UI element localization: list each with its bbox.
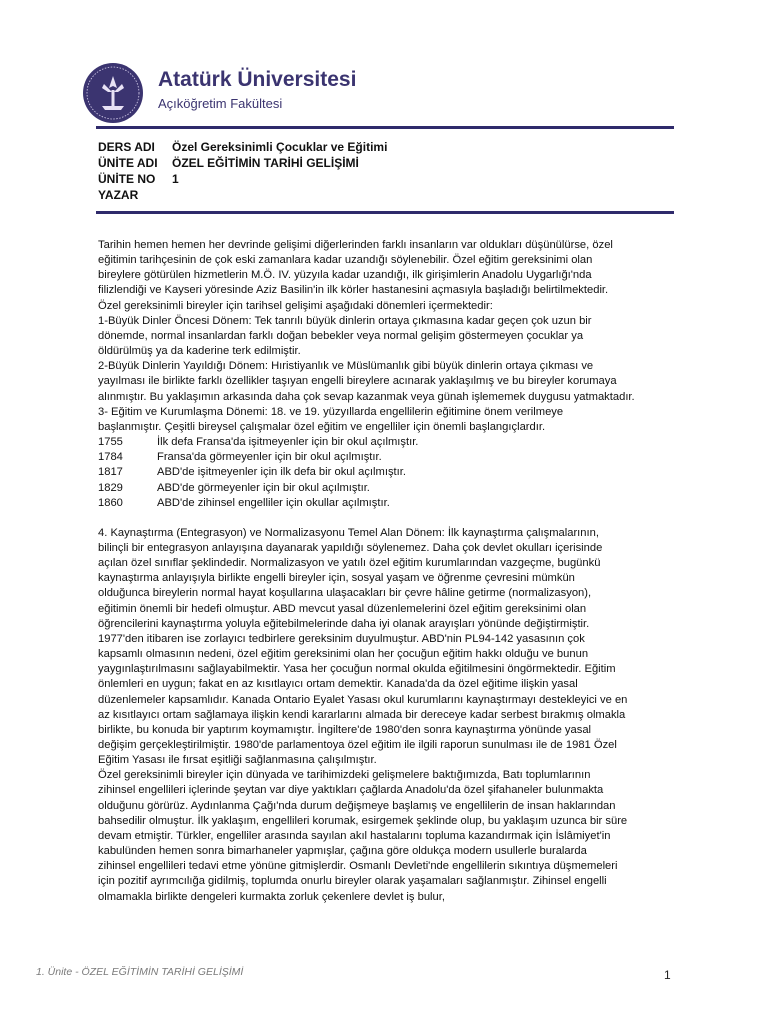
timeline-text: ABD'de zihinsel engelliler için okullar açılmıştır.: [157, 496, 390, 509]
timeline-item: [98, 481, 680, 496]
text-line: zihinsel engellileri tedavi etme yönüne gitmişlerdir. Osmanlı Devleti'nde engellilerin sıkıntıya düşmemeleri: [98, 860, 618, 873]
timeline-text: ABD'de işitmeyenler için ilk defa bir okul açılmıştır.: [157, 466, 406, 479]
timeline-list: [98, 435, 680, 511]
text-line: kabulünden hemen sonra bimarhaneler yapmışlar, çağına göre oldukça modern usullerle buralarda: [98, 845, 587, 858]
text-line: alınmıştır. Bu yaklaşımın arkasında daha çok sevap kazanmak veya günah işlememek duygusu yatmaktadır.: [98, 390, 635, 403]
timeline-year: 1860: [98, 496, 123, 509]
text-line: az kısıtlayıcı ortam sağlamaya ilişkin kendi kararlarını almada bir dereceye kadar serbest bırakmış olmakla: [98, 708, 626, 721]
text-line: Özel gereksinimli bireyler için dünyada ve tarihimizdeki gelişmelere baktığımızda, Batı toplumlarının: [98, 769, 591, 782]
text-line: olduğunu görürüz. Aydınlanma Çağı'nda durum değişmeye başlamış ve engellilerin de insan haklarından: [98, 799, 616, 812]
text-line: düzenlemeler kapsamlıdır. Kanada Ontario Eyalet Yasası okul kurumlarını kaynaştırmayı destekleyici ve en: [98, 693, 628, 706]
text-line: yaygınlaştırılmasını sağlayabilmektir. Yasa her çocuğun normal okulda eğitilmesini öngörmektedir. Eğitim: [98, 663, 616, 676]
text-line: bilinçli bir entegrasyon anlayışına dayanarak yapıldığı söylenemez. Daha çok devlet okulları içerisinde: [98, 541, 603, 554]
meta-value: 1: [172, 172, 179, 186]
text-line: zihinsel engellileri içlerinde şeytan var diye yaktıkları çağlarda Anadolu'da özel şifahaneler bulunmakta: [98, 784, 604, 797]
meta-value: Özel Gereksinimli Çocuklar ve Eğitimi: [172, 140, 388, 154]
text-line: Özel gereksinimli bireyler için tarihsel gelişimi aşağıdaki dönemleri içermektedir:: [98, 299, 493, 312]
bottom-divider: [96, 211, 674, 214]
text-line: eğitimin önemli bir hedefi olmuştur. ABD mevcut yasal düzenlemelerini özel eğitim gereksinimi olan: [98, 602, 587, 615]
timeline-year: 1817: [98, 466, 123, 479]
course-info: [98, 139, 387, 203]
page-number: 1: [664, 968, 671, 982]
footer-unit-title: 1. Ünite - ÖZEL EĞİTİMİN TARİHİ GELİŞİMİ: [36, 966, 244, 978]
text-line: önlemleri en uygun; fakat en az kısıtlayıcı ortam demektir. Kanada'da da özel eğitime ilişkin yasal: [98, 678, 578, 691]
meta-value: ÖZEL EĞİTİMİN TARİHİ GELİŞİMİ: [172, 156, 359, 170]
paragraph-gap: [98, 511, 680, 526]
timeline-text: Fransa'da görmeyenler için bir okul açılmıştır.: [157, 451, 382, 464]
meta-label: YAZAR: [98, 188, 139, 202]
text-line: 3- Eğitim ve Kurumlaşma Dönemi: 18. ve 19. yüzyıllarda engellilerin eğitimine önem verilmeye: [98, 405, 564, 418]
author-row: [98, 187, 387, 203]
meta-label: ÜNİTE NO: [98, 172, 156, 186]
unit-no-row: [98, 171, 387, 187]
text-line: olduğunca bireylerin normal hayat koşullarına ulaşacakları bir çevre hâline getirme (normalizasyon),: [98, 587, 592, 600]
text-line: eğitimin tarihçesinin de çok eski zamanlara kadar uzandığı söylenebilir. Özel eğitim gereksinimi olan: [98, 254, 593, 267]
meta-label: DERS ADI: [98, 140, 155, 154]
text-line: dönemde, normal insanlardan farklı doğan bebekler veya normal gelişim göstermeyen çocuklar ya: [98, 329, 584, 342]
text-line: değişim gerçekleştirilmiştir. 1980'de parlamentoya özel eğitim ile ilgili raporun sunulması ile de 1981 Özel: [98, 739, 617, 751]
university-name: Atatürk Üniversitesi: [158, 68, 357, 91]
timeline-item: [98, 450, 680, 465]
timeline-year: 1784: [98, 451, 123, 464]
text-line: filizlendiği ve Kayseri yöresinde Aziz Basilin'in ilk körler hastanesini açmasıyla başladığı belirtilmektedir.: [98, 284, 609, 297]
document-body: [98, 238, 680, 905]
text-line: yayılması ile birlikte farklı özellikler taşıyan engelli bireylere acınarak yaklaşılmış ve bu bireyler korumaya: [98, 375, 617, 388]
text-line: bahsedilir olmuştur. İlk yaklaşım, engellileri korumak, esirgemek şeklinde olup, bu yaklaşım uzunca bir süre: [98, 814, 628, 827]
text-line: olmamakla birlikte dengeleri kurmakta zorluk çekenlere devlet iş bulur,: [98, 890, 445, 903]
text-line: başlanmıştır. Çeşitli bireysel çalışmalar özel eğitim ve engelliler için önemli başlangıçlardır.: [98, 420, 546, 433]
text-line: Eğitim Yasası ile fırsat eşitliği sağlanmasına çalışılmıştır.: [98, 754, 377, 767]
text-line: için pozitif ayrımcılığa gidilmiş, toplumda onurlu bireyler olarak yaşamaları sağlanmıştır. Zihinsel engelli: [98, 875, 607, 888]
text-line: 2-Büyük Dinlerin Yayıldığı Dönem: Hıristiyanlık ve Müslümanlık gibi büyük dinlerin ortaya çıkması ve: [98, 360, 594, 373]
text-line: öldürülmüş ya da kaderine terk edilmiştir.: [98, 345, 301, 358]
text-line: 1977'den itibaren ise zorlayıcı tedbirlere gereksinim duyulmuştur. ABD'nin PL94-142 yasasının çok: [98, 632, 585, 645]
text-line: 1-Büyük Dinler Öncesi Dönem: Tek tanrılı büyük dinlerin ortaya çıkmasına kadar geçen çok uzun bir: [98, 314, 592, 327]
text-line: kapsamlı olmasının nedeni, özel eğitim gereksinimi olan her çocuğun eğitim hakkı olduğu ve bunun: [98, 648, 589, 661]
timeline-item: [98, 435, 680, 450]
text-line: kaynaştırma anlayışıyla birlikte engelli bireyler için, sosyal yaşam ve öğrenme çevresini mümkün: [98, 572, 575, 585]
faculty-name: Açıköğretim Fakültesi: [158, 96, 283, 111]
paragraph-intro: [98, 238, 680, 435]
timeline-text: ABD'de görmeyenler için bir okul açılmıştır.: [157, 481, 370, 494]
text-line: Tarihin hemen hemen her devrinde gelişimi diğerlerinden farklı insanların var oldukları düşünülürse, özel: [98, 239, 613, 251]
top-divider: [96, 126, 674, 129]
text-line: bireylere götürülen hizmetlerin M.Ö. IV. yüzyıla kadar uzandığı, ilk girişimlerin Anadolu Uygarlığı'nda: [98, 269, 592, 282]
text-line: 4. Kaynaştırma (Entegrasyon) ve Normalizasyonu Temel Alan Dönem: İlk kaynaştırma çalışmalarının,: [98, 526, 599, 539]
paragraph-integration: [98, 526, 680, 905]
timeline-item: [98, 465, 680, 480]
text-line: birlikte, bu konuda bir yaptırım koymamıştır. İngiltere'de 1980'den sonra kaynaştırma yönünde yasal: [98, 723, 592, 736]
timeline-text: İlk defa Fransa'da işitmeyenler için bir okul açılmıştır.: [157, 436, 419, 449]
meta-label: ÜNİTE ADI: [98, 156, 158, 170]
university-logo: [82, 62, 144, 124]
text-line: devam etmiştir. Türkler, engelliler arasında sayılan akıl hastalarını topluma kazandırmak için İslâmiyet'in: [98, 829, 611, 842]
timeline-year: 1755: [98, 436, 123, 449]
timeline-year: 1829: [98, 481, 123, 494]
text-line: açılan özel sınıflar şeklindedir. Normalizasyon ve yatılı özel eğitim kurumlarından vazgeçme, bugünkü: [98, 557, 601, 570]
text-line: öğrencilerini kaynaştırma yoluyla eğitebilmelerinde daha iyi olanak arayışları yönünde değiştirmiştir.: [98, 617, 590, 630]
course-name-row: [98, 139, 387, 155]
timeline-item: [98, 496, 680, 511]
unit-name-row: [98, 155, 387, 171]
